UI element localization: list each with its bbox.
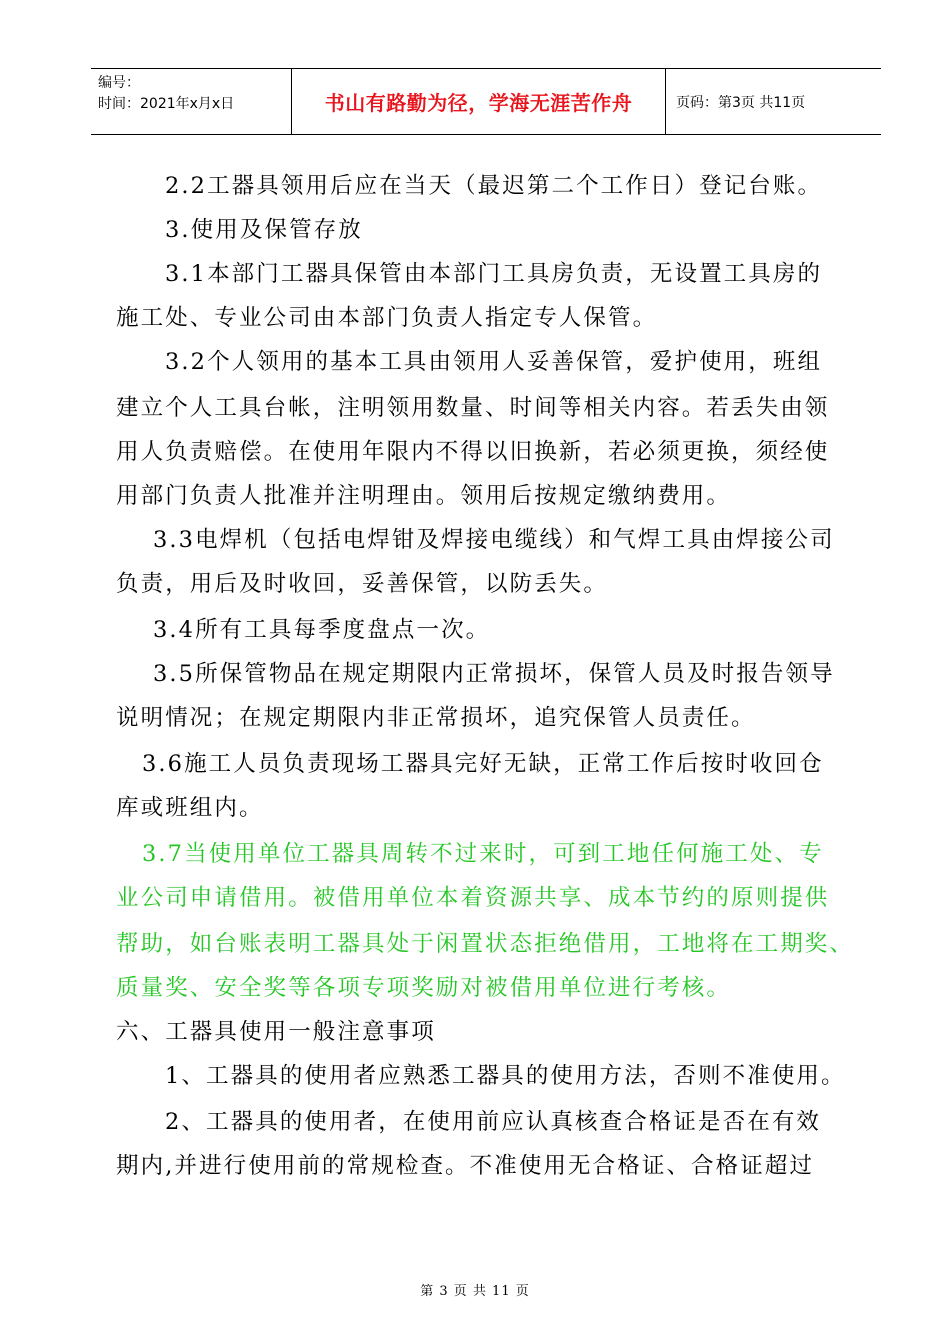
paragraph-line: 1、工器具的使用者应熟悉工器具的使用方法，否则不准使用。 — [165, 1063, 846, 1089]
highlighted-line: 质量奖、安全奖等各项专项奖励对被借用单位进行考核。 — [116, 975, 732, 1001]
paragraph-line: 负责，用后及时收回，妥善保管，以防丢失。 — [116, 571, 609, 597]
paragraph-line: 建立个人工具台帐，注明领用数量、时间等相关内容。若丢失由领 — [116, 395, 830, 421]
paragraph-line: 2、工器具的使用者，在使用前应认真核查合格证是否在有效 — [165, 1109, 822, 1135]
paragraph-line: 期内,并进行使用前的常规检查。不准使用无合格证、合格证超过 — [116, 1153, 815, 1179]
serial-label: 编号： — [98, 75, 140, 91]
header-page-info: 页码：第3页 共11页 — [676, 94, 806, 111]
paragraph-line: 库或班组内。 — [116, 795, 264, 821]
paragraph-line: 用人负责赔偿。在使用年限内不得以旧换新，若必须更换，须经使 — [116, 439, 830, 465]
highlighted-line: 3.7当使用单位工器具周转不过来时，可到工地任何施工处、专 — [142, 841, 824, 867]
section-heading: 3.使用及保管存放 — [165, 217, 363, 243]
paragraph-line: 3.3电焊机（包括电焊钳及焊接电缆线）和气焊工具由焊接公司 — [153, 527, 835, 553]
paragraph-line: 3.5所保管物品在规定期限内正常损坏，保管人员及时报告领导 — [153, 661, 835, 687]
paragraph-line: 用部门负责人批准并注明理由。领用后按规定缴纳费用。 — [116, 483, 732, 509]
paragraph-line: 3.4所有工具每季度盘点一次。 — [153, 617, 491, 643]
header-motto: 书山有路勤为径，学海无涯苦作舟 — [292, 69, 666, 134]
page-footer: 第 3 页 共 11 页 — [420, 1284, 530, 1299]
highlighted-line: 业公司申请借用。被借用单位本着资源共享、成本节约的原则提供 — [116, 885, 830, 911]
paragraph-line: 说明情况；在规定期限内非正常损坏，追究保管人员责任。 — [116, 705, 756, 731]
paragraph-line: 3.2个人领用的基本工具由领用人妥善保管，爱护使用，班组 — [165, 349, 823, 375]
paragraph-line: 3.6施工人员负责现场工器具完好无缺，正常工作后按时收回仓 — [142, 751, 824, 777]
paragraph-line: 施工处、专业公司由本部门负责人指定专人保管。 — [116, 305, 658, 331]
paragraph-line: 2.2工器具领用后应在当天（最迟第二个工作日）登记台账。 — [165, 173, 823, 199]
paragraph-line: 3.1本部门工器具保管由本部门工具房负责，无设置工具房的 — [165, 261, 823, 287]
section-heading: 六、工器具使用一般注意事项 — [116, 1019, 436, 1045]
date-label: 时间：2021年x月x日 — [98, 96, 235, 112]
highlighted-line: 帮助，如台账表明工器具处于闲置状态拒绝借用，工地将在工期奖、 — [116, 931, 855, 957]
